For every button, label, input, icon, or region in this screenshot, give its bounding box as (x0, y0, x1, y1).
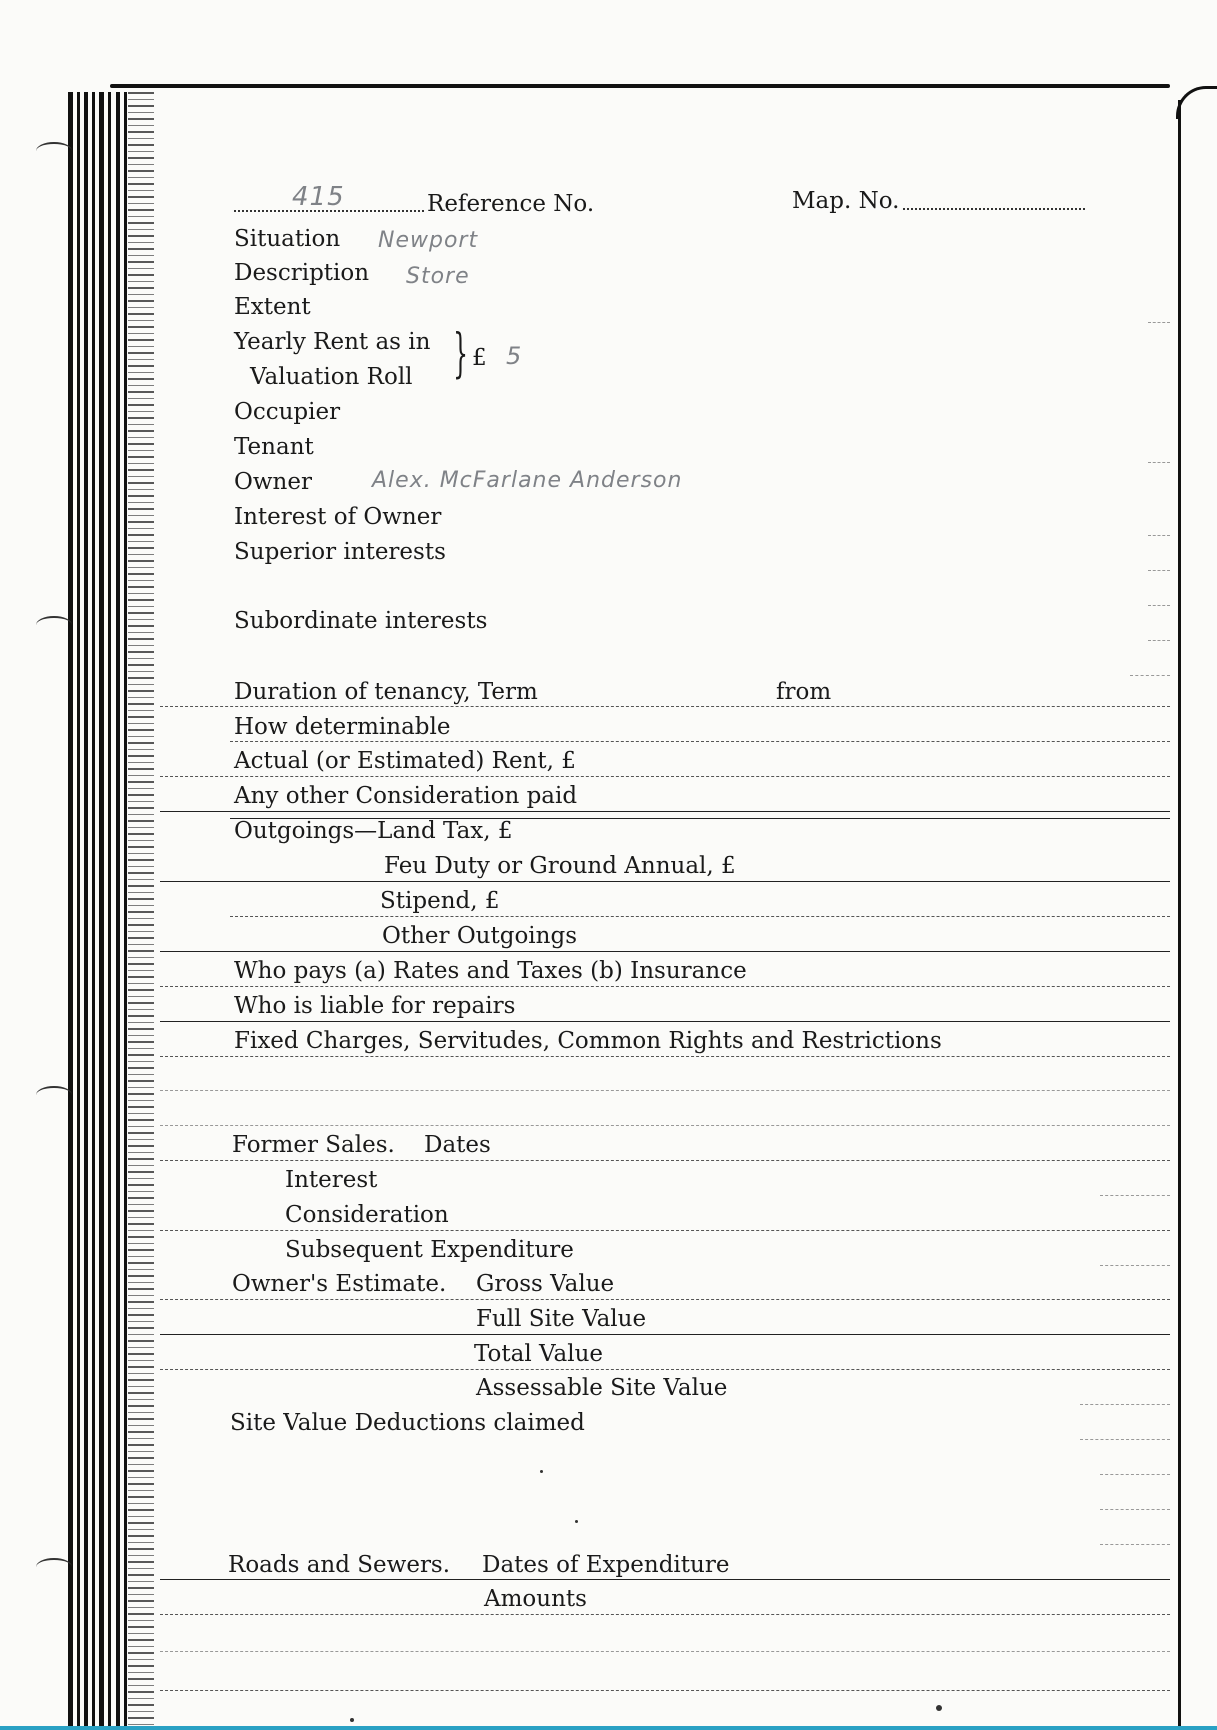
gross-value-label: Gross Value (476, 1271, 615, 1297)
situation-label: Situation (234, 226, 341, 252)
owners-estimate-label: Owner's Estimate. (232, 1271, 447, 1297)
form-rule (1148, 570, 1170, 571)
occupier-label: Occupier (234, 399, 341, 425)
roads-sewers-label: Roads and Sewers. (228, 1552, 451, 1578)
who-liable-label: Who is liable for repairs (234, 993, 516, 1019)
form-rule (160, 1160, 1170, 1161)
form-rule (160, 881, 1170, 882)
duration-label: Duration of tenancy, Term (234, 679, 538, 705)
owner-label: Owner (234, 469, 312, 495)
punch-hole-mark (36, 616, 72, 634)
form-rule (160, 706, 1170, 707)
form-rule (160, 986, 1170, 987)
form-rule (160, 1056, 1170, 1057)
description-label: Description (234, 260, 370, 286)
form-rule (160, 1021, 1170, 1022)
full-site-value-label: Full Site Value (476, 1306, 647, 1332)
scan-speck (575, 1520, 578, 1523)
form-rule (1080, 1404, 1170, 1405)
form-rule (1100, 1544, 1170, 1545)
form-rule (1148, 640, 1170, 641)
form-rule (160, 951, 1170, 952)
actual-rent-label: Actual (or Estimated) Rent, £ (234, 748, 576, 774)
reference-label: Reference No. (427, 191, 595, 217)
form-rule (160, 1690, 1170, 1691)
form-rule (230, 741, 1170, 742)
brace-symbol: } (453, 324, 468, 384)
superior-interests-label: Superior interests (234, 539, 446, 565)
page-right-edge (1178, 100, 1181, 1730)
scan-border (0, 1726, 1217, 1730)
scan-speck (540, 1470, 543, 1473)
form-rule (160, 1090, 1170, 1091)
form-rule (160, 1230, 1170, 1231)
form-rule (160, 1299, 1170, 1300)
outgoings-land-tax-label: Outgoings—Land Tax, £ (234, 818, 513, 844)
rent-value: 5 (506, 342, 523, 370)
subordinate-interests-label: Subordinate interests (234, 608, 488, 634)
punch-hole-mark (36, 142, 72, 160)
form-rule (1148, 535, 1170, 536)
punch-hole-mark (36, 1086, 72, 1104)
form-rule (160, 1614, 1170, 1615)
stipend-label: Stipend, £ (380, 888, 500, 914)
page-top-edge (110, 84, 1170, 88)
subsequent-expenditure-label: Subsequent Expenditure (285, 1237, 574, 1263)
situation-value: Newport (378, 228, 479, 253)
assessable-site-value-label: Assessable Site Value (476, 1375, 728, 1401)
map-label: Map. No. (792, 188, 900, 214)
form-rule (160, 1369, 1170, 1370)
form-rule (160, 811, 1170, 812)
consideration-label: Consideration (285, 1202, 449, 1228)
scan-speck (350, 1718, 354, 1722)
form-rule (160, 1651, 1170, 1652)
form-rule (1130, 675, 1170, 676)
book-binding (68, 92, 156, 1730)
form-rule (1100, 1195, 1170, 1196)
scan-speck (936, 1705, 942, 1711)
feu-duty-label: Feu Duty or Ground Annual, £ (384, 853, 736, 879)
valuation-roll-label: Valuation Roll (250, 364, 413, 390)
form-rule (160, 1125, 1170, 1126)
amounts-label: Amounts (484, 1586, 587, 1612)
total-value-label: Total Value (474, 1341, 604, 1367)
site-value-deductions-label: Site Value Deductions claimed (230, 1410, 585, 1436)
roads-dates-label: Dates of Expenditure (482, 1552, 730, 1578)
interest-of-owner-label: Interest of Owner (234, 504, 442, 530)
map-dotted-line (903, 208, 1085, 210)
rent-currency: £ (472, 345, 487, 371)
page-corner (1176, 86, 1217, 119)
form-rule (1100, 1265, 1170, 1266)
other-consideration-label: Any other Consideration paid (234, 783, 578, 809)
form-rule (1148, 322, 1170, 323)
how-determinable-label: How determinable (234, 714, 451, 740)
other-outgoings-label: Other Outgoings (382, 923, 578, 949)
tenant-label: Tenant (234, 434, 314, 460)
form-rule (230, 916, 1170, 917)
reference-number: 415 (292, 182, 345, 212)
former-sales-label: Former Sales. (232, 1132, 395, 1158)
form-rule (1148, 605, 1170, 606)
form-rule (160, 776, 1170, 777)
form-rule (160, 1334, 1170, 1335)
description-value: Store (406, 264, 470, 289)
extent-label: Extent (234, 294, 311, 320)
duration-from-label: from (776, 679, 832, 705)
former-sales-dates-label: Dates (424, 1132, 491, 1158)
who-pays-label: Who pays (a) Rates and Taxes (b) Insurance (234, 958, 747, 984)
form-rule (160, 1579, 1170, 1580)
form-rule (1148, 462, 1170, 463)
yearly-rent-label: Yearly Rent as in (234, 329, 431, 355)
form-rule (1080, 1439, 1170, 1440)
form-rule (1100, 1474, 1170, 1475)
form-rule (230, 818, 1170, 819)
owner-value: Alex. McFarlane Anderson (372, 468, 683, 493)
fixed-charges-label: Fixed Charges, Servitudes, Common Rights and Restrictions (234, 1028, 942, 1054)
punch-hole-mark (36, 1558, 72, 1576)
form-rule (1100, 1509, 1170, 1510)
interest-label: Interest (285, 1167, 378, 1193)
